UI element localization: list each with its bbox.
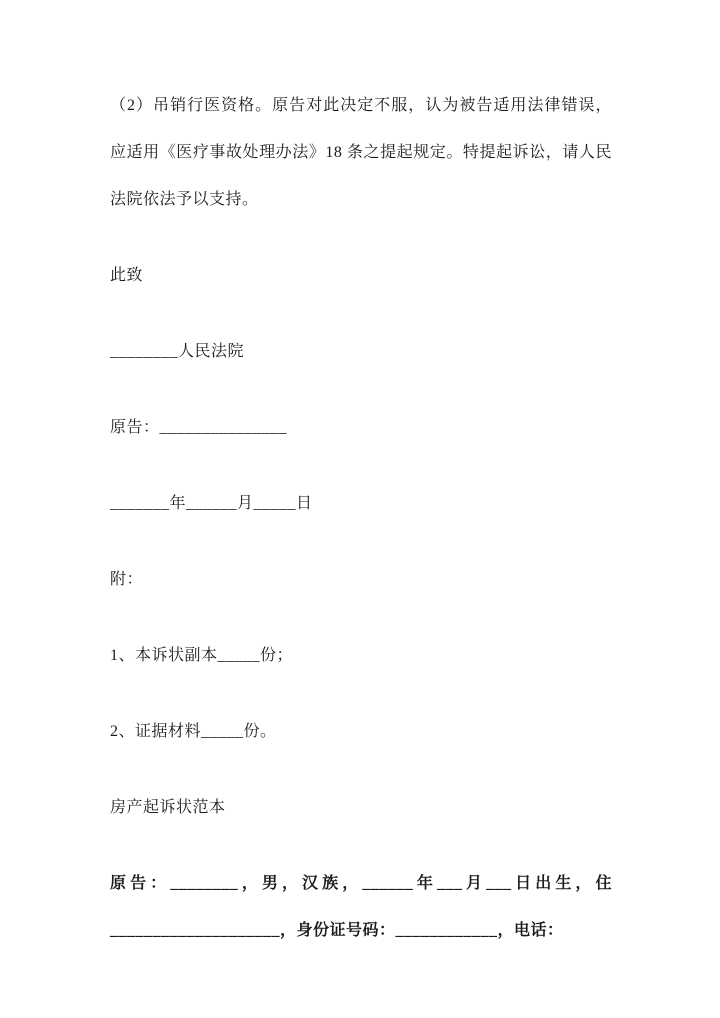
paragraph-decision-appeal: （2）吊销行医资格。原告对此决定不服，认为被告适用法律错误，应适用《医疗事故处理办法》18 条之提起规定。特提起诉讼，请人民法院依法予以支持。 bbox=[110, 97, 612, 208]
plaintiff-info-line: 原告：________，男，汉族，______年___月___日出生，住____________________，身份证号码：____________，电话： bbox=[110, 875, 612, 939]
salutation-line: 此致 bbox=[110, 267, 144, 284]
date-line: _______年______月_____日 bbox=[110, 495, 313, 512]
court-name-line: ________人民法院 bbox=[110, 343, 245, 360]
attachment-item-evidence: 2、证据材料_____份。 bbox=[110, 723, 277, 740]
section-title-property-complaint: 房产起诉状范本 bbox=[110, 799, 226, 816]
attachment-item-copies: 1、本诉状副本_____份； bbox=[110, 647, 294, 664]
plaintiff-signature-line: 原告：_______________ bbox=[110, 419, 288, 436]
attachments-heading: 附： bbox=[110, 571, 144, 588]
